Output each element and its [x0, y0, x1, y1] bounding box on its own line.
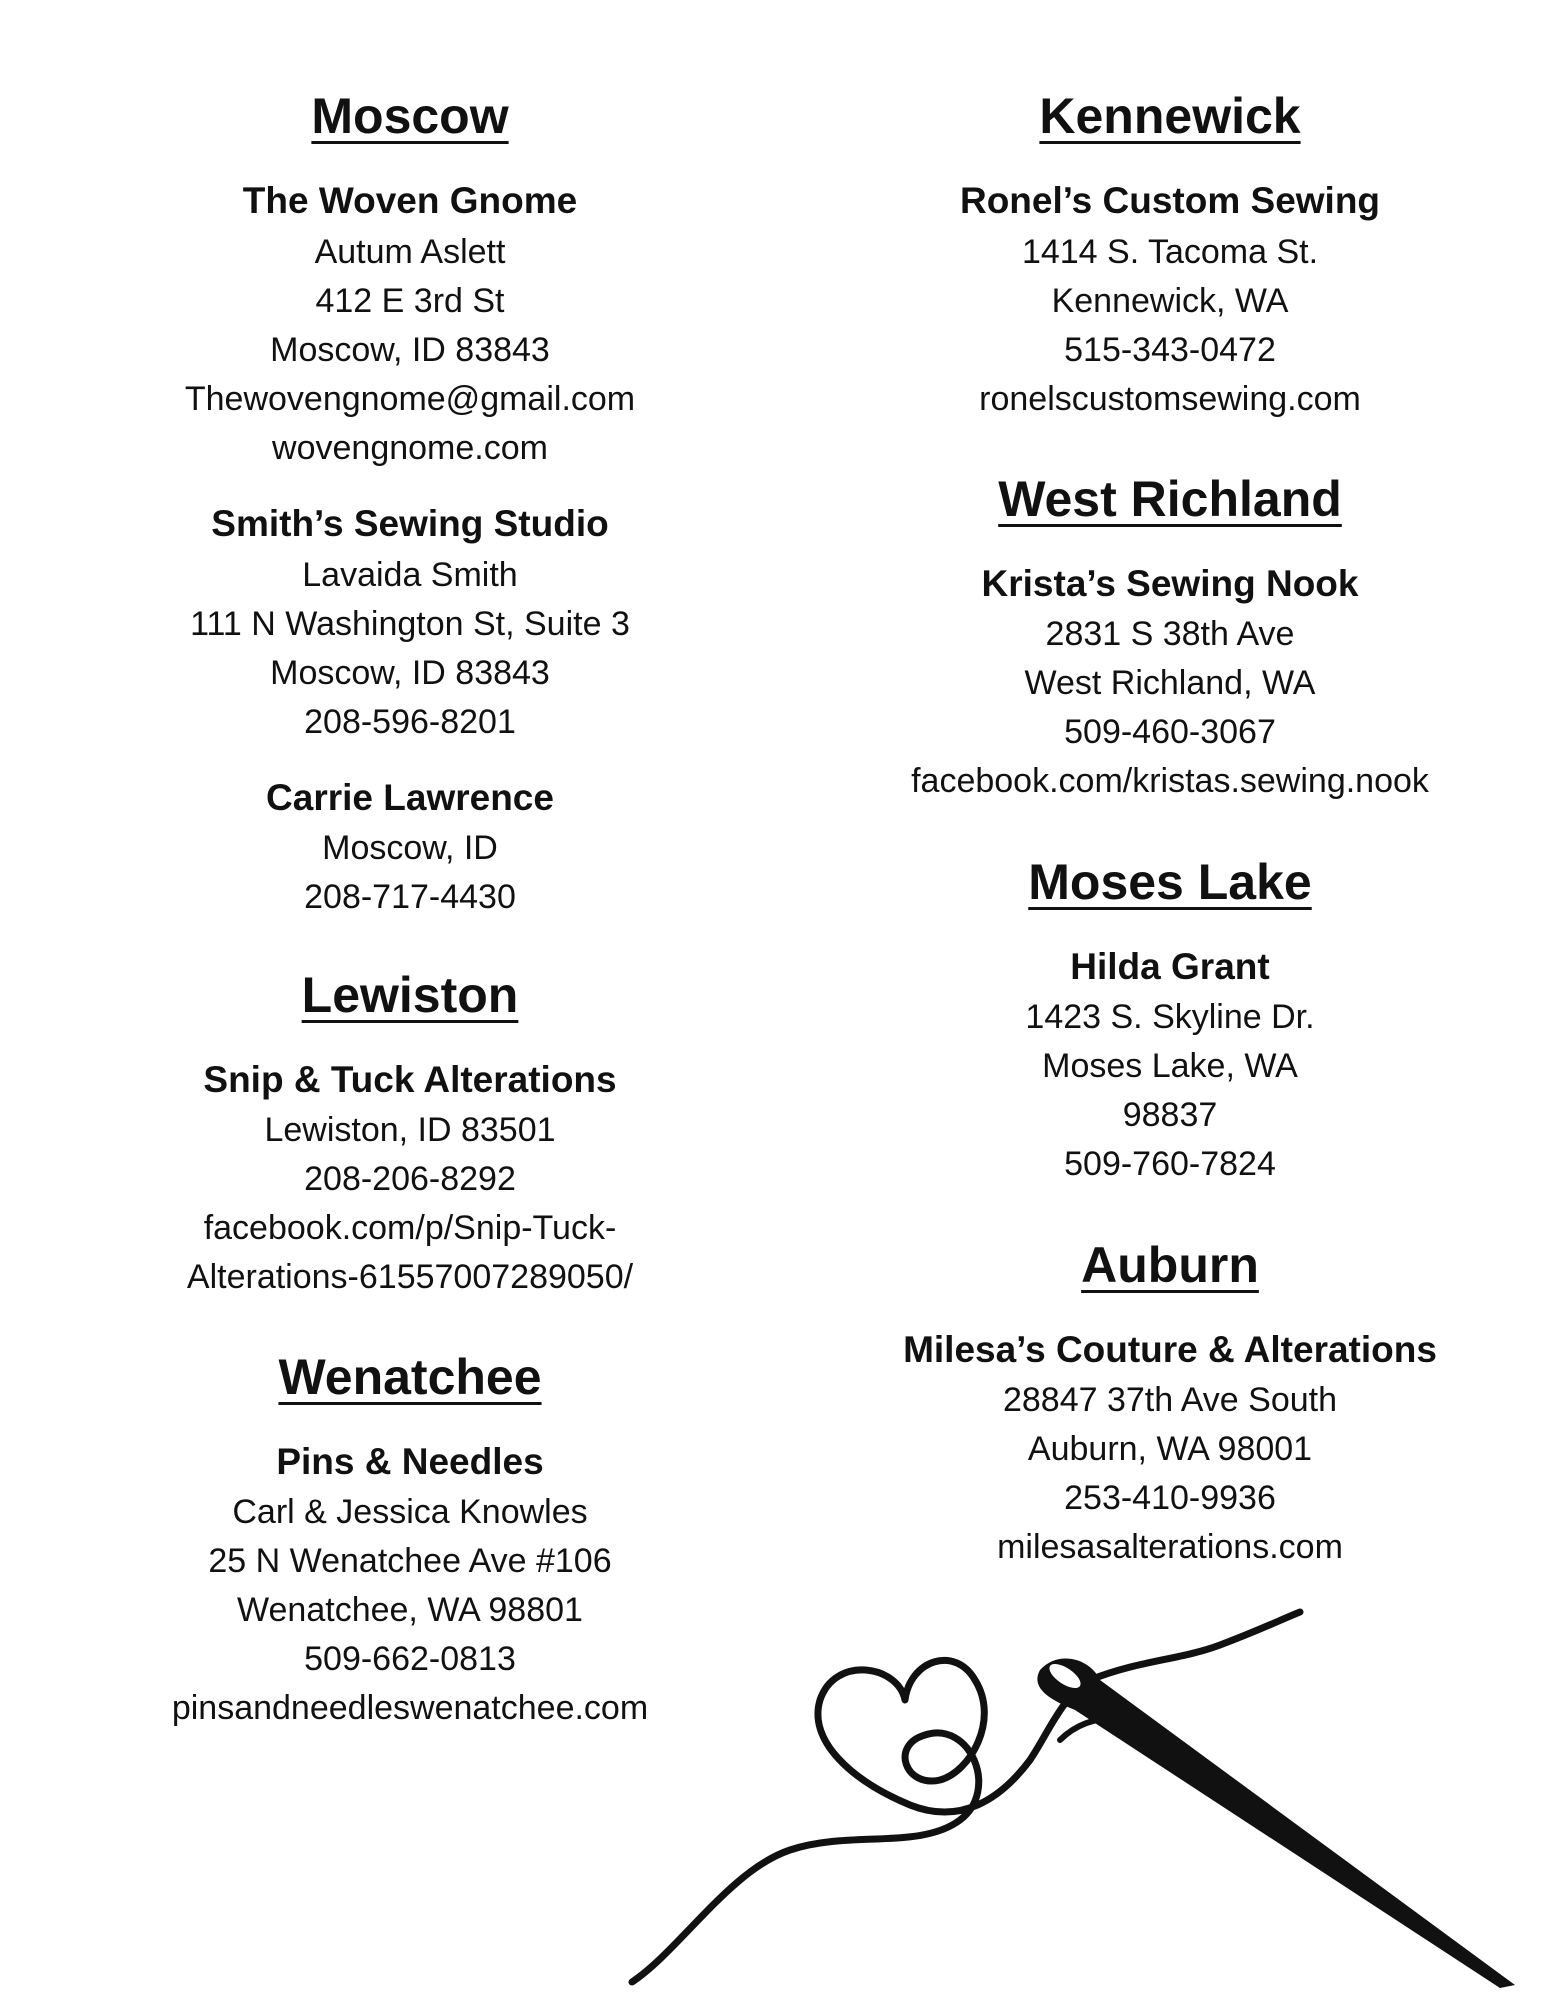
street-address: 1423 S. Skyline Dr.: [1025, 998, 1315, 1036]
city-state-zip: Moscow, ID 83843: [270, 654, 550, 692]
website-link[interactable]: milesasalterations.com: [997, 1528, 1343, 1566]
city-state: Moses Lake, WA: [1042, 1047, 1298, 1085]
street-address: 2831 S 38th Ave: [1045, 615, 1295, 653]
city-state-zip: Lewiston, ID 83501: [264, 1111, 556, 1149]
zip-code: 98837: [1122, 1096, 1218, 1134]
website-link[interactable]: ronelscustomsewing.com: [979, 380, 1361, 418]
city-state: Moscow, ID: [322, 829, 498, 867]
street-address: 1414 S. Tacoma St.: [1021, 233, 1319, 271]
business-name: Ronel’s Custom Sewing: [959, 180, 1381, 221]
phone-number: 515-343-0472: [1064, 331, 1276, 369]
facebook-link[interactable]: facebook.com/p/Snip-Tuck-: [203, 1209, 617, 1247]
needle: [1037, 1659, 1515, 1988]
heart-thread-needle-icon: [620, 1600, 1520, 1990]
phone-number: 509-460-3067: [1064, 713, 1276, 751]
business-name: Hilda Grant: [1070, 946, 1270, 987]
city-heading-moses-lake: Moses Lake: [1028, 854, 1312, 910]
phone-number: 208-206-8292: [304, 1160, 516, 1198]
contact-person: Carl & Jessica Knowles: [232, 1493, 588, 1531]
thread-path: [632, 1660, 1090, 1982]
street-address: 111 N Washington St, Suite 3: [190, 605, 630, 643]
city-heading-west-richland: West Richland: [998, 471, 1342, 527]
phone-number: 509-760-7824: [1064, 1145, 1276, 1183]
facebook-link-cont[interactable]: Alterations-61557007289050/: [186, 1258, 634, 1296]
business-name: Snip & Tuck Alterations: [203, 1059, 617, 1100]
city-state-zip: Auburn, WA 98001: [1027, 1430, 1313, 1468]
facebook-link[interactable]: facebook.com/kristas.sewing.nook: [911, 762, 1429, 800]
business-name: Krista’s Sewing Nook: [981, 563, 1359, 604]
city-heading-kennewick: Kennewick: [1039, 88, 1301, 144]
business-name: Milesa’s Couture & Alterations: [903, 1329, 1437, 1370]
website-link[interactable]: wovengnome.com: [272, 429, 548, 467]
website-link[interactable]: pinsandneedleswenatchee.com: [171, 1689, 649, 1727]
street-address: 28847 37th Ave South: [1002, 1381, 1337, 1419]
thread-tail: [1090, 1612, 1300, 1680]
contact-person: Autum Aslett: [314, 233, 506, 271]
phone-number: 208-596-8201: [304, 703, 516, 741]
email-link[interactable]: Thewovengnome@gmail.com: [184, 380, 636, 418]
city-heading-lewiston: Lewiston: [301, 967, 519, 1023]
city-heading-auburn: Auburn: [1081, 1237, 1259, 1293]
business-name: Pins & Needles: [276, 1441, 544, 1482]
business-name: Carrie Lawrence: [266, 777, 554, 818]
contact-person: Lavaida Smith: [302, 556, 518, 594]
street-address: 412 E 3rd St: [315, 282, 505, 320]
city-state: West Richland, WA: [1024, 664, 1316, 702]
business-name: Smith’s Sewing Studio: [211, 503, 609, 544]
phone-number: 253-410-9936: [1064, 1479, 1276, 1517]
street-address: 25 N Wenatchee Ave #106: [208, 1542, 612, 1580]
city-state-zip: Moscow, ID 83843: [270, 331, 550, 369]
phone-number: 509-662-0813: [304, 1640, 516, 1678]
phone-number: 208-717-4430: [304, 878, 516, 916]
business-name: The Woven Gnome: [242, 180, 578, 221]
city-heading-wenatchee: Wenatchee: [278, 1349, 542, 1405]
city-state-zip: Wenatchee, WA 98801: [237, 1591, 583, 1629]
city-state: Kennewick, WA: [1051, 282, 1289, 320]
city-heading-moscow: Moscow: [311, 88, 509, 144]
